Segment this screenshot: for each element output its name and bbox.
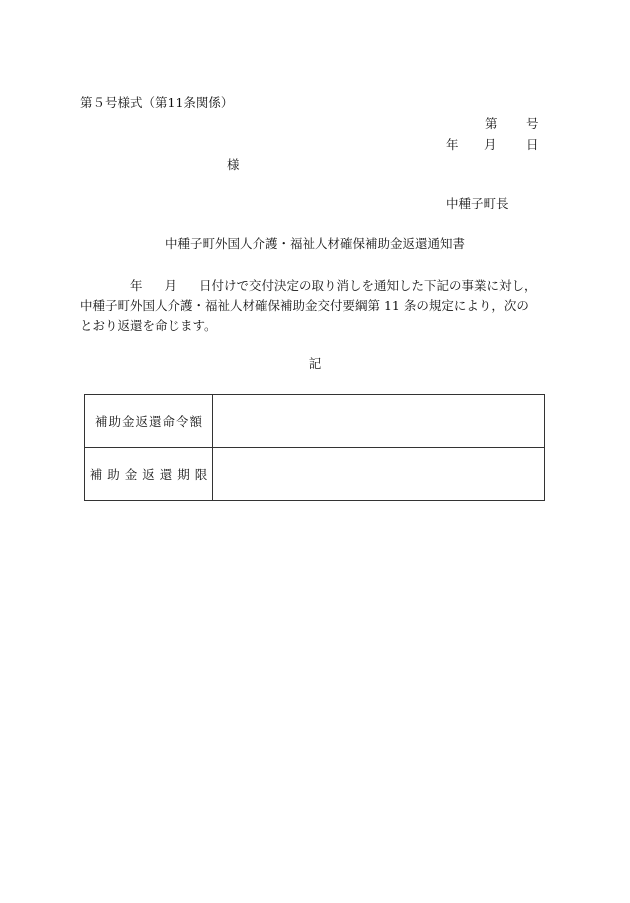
body-line-3: とおり返還を命じます。: [80, 318, 217, 333]
table-row: [85, 448, 545, 501]
table-row: [85, 395, 545, 448]
body-line-1-rest: 日付けで交付決定の取り消しを通知した下記の事業に対し，: [199, 278, 537, 293]
table-label-cell: [85, 395, 213, 448]
date-month-label: 月: [484, 137, 497, 152]
return-order-amount-value: [213, 395, 545, 448]
body-text: [80, 276, 550, 336]
form-number: 第５号様式（第11条関係）: [80, 95, 234, 110]
date-year-label: 年: [446, 137, 459, 152]
ki-label: 記: [308, 356, 322, 371]
body-year: 年: [130, 278, 143, 293]
document-number-label: 第: [485, 116, 498, 131]
return-deadline-label: 補助金返還期限: [89, 467, 213, 482]
body-month: 月: [164, 278, 178, 293]
document-number-suffix: 号: [526, 116, 539, 131]
info-table: [84, 394, 545, 501]
issuer-name: 中種子町長: [446, 196, 509, 211]
document-title: 中種子町外国人介護・福祉人材確保補助金返還通知書: [164, 236, 465, 251]
body-line-1: [80, 276, 550, 296]
addressee-honorific: 様: [227, 157, 240, 172]
body-line-2: 中種子町外国人介護・福祉人材確保補助金交付要綱第 11 条の規定により，次の: [80, 298, 529, 313]
return-order-amount-label: 補助金返還命令額: [94, 414, 203, 429]
return-deadline-value: [213, 448, 545, 501]
date-day-label: 日: [526, 137, 539, 152]
table-label-cell: [85, 448, 213, 501]
